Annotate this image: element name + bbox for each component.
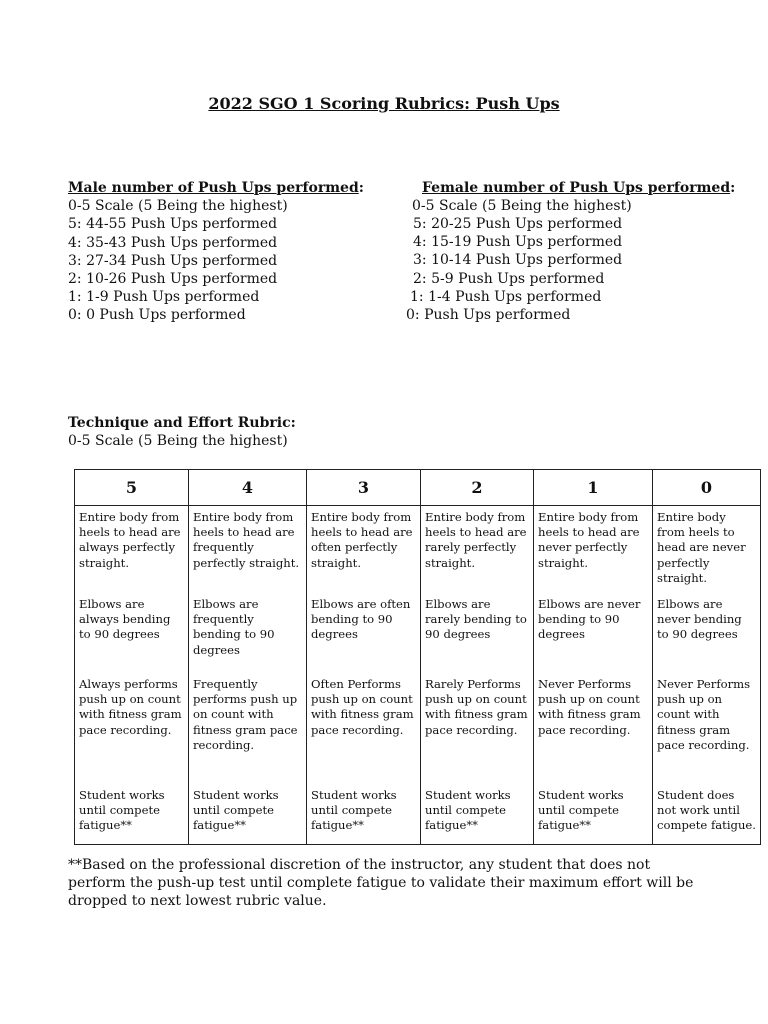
rubric-header-row bbox=[75, 470, 761, 506]
score-header: 0 bbox=[653, 470, 761, 506]
male-line: 0: 0 Push Ups performed bbox=[68, 307, 246, 324]
body-criterion: Entire body from heels to head are often perfectly straight. bbox=[311, 510, 413, 570]
female-heading: Female number of Push Ups performed: bbox=[422, 180, 736, 196]
male-scoring-section bbox=[68, 179, 364, 325]
male-line: 0-5 Scale (5 Being the highest) bbox=[68, 198, 288, 215]
rubric-cell bbox=[653, 506, 761, 845]
rubric-cell bbox=[534, 506, 653, 845]
count-criterion: Never Performs push up on count with fitness gram pace recording. bbox=[657, 677, 751, 752]
body-criterion: Entire body from heels to head are never perfectly straight. bbox=[657, 510, 746, 585]
effort-criterion: Student works until compete fatigue** bbox=[538, 788, 624, 833]
score-header: 4 bbox=[189, 470, 307, 506]
female-line: 1: 1-4 Push Ups performed bbox=[410, 289, 602, 305]
score-header: 1 bbox=[534, 470, 653, 506]
body-criterion: Entire body from heels to head are rarely perfectly straight. bbox=[425, 510, 527, 570]
count-criterion: Often Performs push up on count with fitness gram pace recording. bbox=[311, 677, 414, 737]
male-line: 5: 44-55 Push Ups performed bbox=[68, 216, 278, 233]
female-line: 4: 15-19 Push Ups performed bbox=[413, 234, 623, 250]
rubric-cell bbox=[189, 506, 307, 845]
effort-criterion: Student does not work until compete fatigue. bbox=[657, 788, 756, 833]
count-criterion: Never Performs push up on count with fitness gram pace recording. bbox=[538, 677, 641, 737]
effort-criterion: Student works until compete fatigue** bbox=[311, 788, 397, 833]
male-heading: Male number of Push Ups performed: bbox=[68, 180, 364, 196]
body-criterion: Entire body from heels to head are frequently perfectly straight. bbox=[193, 510, 300, 570]
male-line: 3: 27-34 Push Ups performed bbox=[68, 252, 278, 269]
count-criterion: Frequently performs push up on count with fitness gram pace recording. bbox=[193, 677, 298, 752]
rubric-cell bbox=[307, 506, 421, 845]
footnote: **Based on the professional discretion of the instructor, any student that does not perform the push-up test until complete fatigue to validate their maximum effort will be dropped to next lowest rubric value. bbox=[68, 857, 694, 910]
score-header: 3 bbox=[307, 470, 421, 506]
rubric-row bbox=[75, 506, 761, 845]
page-title: 2022 SGO 1 Scoring Rubrics: Push Ups bbox=[208, 94, 560, 113]
male-line: 4: 35-43 Push Ups performed bbox=[68, 234, 278, 251]
male-line: 1: 1-9 Push Ups performed bbox=[68, 289, 260, 306]
male-line: 2: 10-26 Push Ups performed bbox=[68, 271, 278, 288]
effort-criterion: Student works until compete fatigue** bbox=[425, 788, 511, 833]
elbow-criterion: Elbows are never bending to 90 degrees bbox=[538, 597, 641, 642]
effort-criterion: Student works until compete fatigue** bbox=[79, 788, 165, 833]
score-header: 5 bbox=[75, 470, 189, 506]
female-line: 0: Push Ups performed bbox=[406, 307, 571, 323]
count-criterion: Always performs push up on count with fitness gram pace recording. bbox=[79, 677, 182, 737]
rubric-cell bbox=[421, 506, 534, 845]
technique-scale: 0-5 Scale (5 Being the highest) bbox=[68, 433, 288, 449]
effort-criterion: Student works until compete fatigue** bbox=[193, 788, 279, 833]
elbow-criterion: Elbows are frequently bending to 90 degrees bbox=[193, 597, 275, 657]
elbow-criterion: Elbows are never bending to 90 degrees bbox=[657, 597, 742, 642]
elbow-criterion: Elbows are often bending to 90 degrees bbox=[311, 597, 411, 642]
elbow-criterion: Elbows are rarely bending to 90 degrees bbox=[425, 597, 527, 642]
score-header: 2 bbox=[421, 470, 534, 506]
female-line: 3: 10-14 Push Ups performed bbox=[413, 252, 623, 268]
elbow-criterion: Elbows are always bending to 90 degrees bbox=[79, 597, 171, 642]
count-criterion: Rarely Performs push up on count with fitness gram pace recording. bbox=[425, 677, 528, 737]
body-criterion: Entire body from heels to head are always perfectly straight. bbox=[79, 510, 181, 570]
rubric-cell bbox=[75, 506, 189, 845]
rubric-table bbox=[74, 469, 761, 845]
technique-heading: Technique and Effort Rubric: bbox=[68, 415, 296, 431]
female-line: 0-5 Scale (5 Being the highest) bbox=[412, 198, 632, 214]
body-criterion: Entire body from heels to head are never perfectly straight. bbox=[538, 510, 640, 570]
female-line: 5: 20-25 Push Ups performed bbox=[413, 216, 623, 232]
female-line: 2: 5-9 Push Ups performed bbox=[413, 271, 605, 287]
